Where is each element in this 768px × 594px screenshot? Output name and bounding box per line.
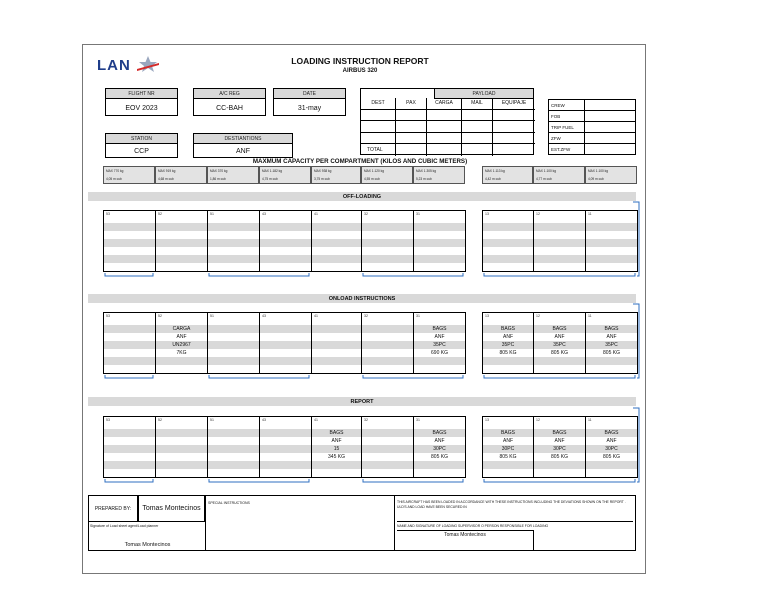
position-number: 53 <box>106 314 110 318</box>
position-number: 51 <box>210 212 214 216</box>
report-header: REPORT <box>88 397 636 406</box>
payload-cell[interactable] <box>462 121 493 133</box>
hold-bracket <box>633 408 639 482</box>
hold-bracket <box>209 479 309 482</box>
hold-bracket <box>484 479 635 482</box>
compartment-value: 345 KG <box>328 454 345 460</box>
compartment-value: 35PC <box>553 342 566 348</box>
compartment-value: BAGS <box>552 326 567 332</box>
compartment-value: ANF <box>331 438 342 444</box>
position-number: 32 <box>364 212 368 216</box>
hold-bracket <box>209 375 309 378</box>
position-number: 51 <box>210 418 214 422</box>
payload-cell[interactable] <box>427 133 462 145</box>
station-box <box>105 133 178 158</box>
prepared-by-value[interactable]: Tomas Montecinos <box>138 495 205 522</box>
star-icon <box>137 55 159 73</box>
hold-bracket <box>105 479 153 482</box>
payload-cell[interactable] <box>462 133 493 145</box>
position-number: 11 <box>588 212 592 216</box>
payload-table <box>360 88 534 155</box>
hold-bracket <box>209 273 309 276</box>
payload-col-mail: MAIL <box>462 98 493 110</box>
date-value[interactable]: 31-may <box>297 104 322 112</box>
payload-cell[interactable] <box>493 133 535 145</box>
crew-value[interactable] <box>585 100 635 111</box>
payload-cell[interactable] <box>427 144 462 156</box>
compartment-value: BAGS <box>329 430 344 436</box>
flight-nr-box <box>105 88 178 116</box>
payload-grid <box>361 98 533 154</box>
compartment-value: 15 <box>333 446 340 452</box>
prepared-by-label: PREPARED BY: <box>88 495 138 522</box>
position-number: 11 <box>588 314 592 318</box>
compartment-value: CARGA <box>172 326 191 332</box>
capacity-cell-53 <box>103 166 155 184</box>
compartment-value: ANF <box>434 438 445 444</box>
capacity-kg: MAX 370 kg <box>210 169 228 173</box>
report-grid <box>103 416 637 478</box>
compartment-value: ANF <box>503 334 513 340</box>
payload-col-dest: DEST <box>361 98 396 110</box>
page-title: LOADING INSTRUCTION REPORT <box>291 56 429 66</box>
compartment-value: 30PC <box>433 446 446 452</box>
crew-label-zfw: ZFW <box>549 133 585 144</box>
payload-cell[interactable] <box>427 110 462 122</box>
capacity-cell-43 <box>259 166 311 184</box>
position-number: 41 <box>314 418 318 422</box>
position-number: 31 <box>416 314 420 318</box>
compartment-value: 805 KG <box>499 350 517 356</box>
hold-bracket-lines <box>103 416 643 488</box>
crew-table <box>548 99 636 155</box>
position-number: 12 <box>536 418 540 422</box>
hold-bracket <box>633 202 639 276</box>
capacity-cell-51 <box>207 166 259 184</box>
crew-label-fob: FOB <box>549 111 585 122</box>
compartment-value: BAGS <box>501 326 515 332</box>
capacity-kg: MAX 1.182 kg <box>262 169 283 173</box>
payload-cell[interactable] <box>462 110 493 122</box>
compartment-value: BAGS <box>432 430 447 436</box>
compartment-value: 805 KG <box>551 350 568 356</box>
compartment-value: 30PC <box>553 446 566 452</box>
payload-cell[interactable] <box>493 121 535 133</box>
capacity-m3: 4,09 m cub <box>588 177 604 181</box>
loading-statement: THIS AIRCRAFT HAS BEEN LOADED IN ACCORDANCE WITH THESE INSTRUCTIONS INCLUDING THE DEVIATIONS SHOWN ON THE REPORT . ULD'S AND LOAD HAVE BEEN SECURED IN <box>397 500 626 509</box>
destinations-box <box>193 133 293 158</box>
destination-value[interactable]: ANF <box>236 148 250 155</box>
capacity-cell-32 <box>361 166 413 184</box>
compartment-value: BAGS <box>604 430 619 436</box>
capacity-kg: MAX 1.100 kg <box>536 169 557 173</box>
onload-grid <box>103 312 637 374</box>
hold-bracket-lines <box>103 312 643 384</box>
position-number: 43 <box>262 418 266 422</box>
hold-bracket <box>105 375 153 378</box>
payload-cell[interactable] <box>361 121 396 133</box>
compartment-value: 35PC <box>501 342 515 348</box>
position-number: 31 <box>416 212 420 216</box>
position-number: 13 <box>485 314 489 318</box>
ac-reg-box <box>193 88 266 116</box>
compartment-value: 805 KG <box>551 454 568 460</box>
payload-col-pax: PAX <box>396 98 427 110</box>
compartment-value: 805 KG <box>431 454 448 460</box>
position-number: 43 <box>262 314 266 318</box>
hold-bracket <box>363 375 463 378</box>
offloading-header: OFF-LOADING <box>88 192 636 201</box>
date-box <box>273 88 346 116</box>
crew-value[interactable] <box>585 122 635 133</box>
compartment-value: ANF <box>606 438 617 444</box>
compartment-value: ANF <box>434 334 445 340</box>
hold-bracket <box>484 375 635 378</box>
crew-value[interactable] <box>585 111 635 122</box>
position-number: 52 <box>158 418 162 422</box>
capacity-kg: MAX 1.113 kg <box>485 169 505 173</box>
capacity-cell-41 <box>311 166 361 184</box>
capacity-cell-12 <box>533 166 585 184</box>
payload-col-carga: CARGA <box>427 98 462 110</box>
position-number: 53 <box>106 418 110 422</box>
payload-col-equipaje: EQUIPAJE <box>493 98 535 110</box>
capacity-m3: 3,75 m cub <box>314 177 330 181</box>
capacity-m3: 4,55 m cub <box>364 177 380 181</box>
crew-label-est-zfw: EST.ZFW <box>549 144 585 155</box>
date-label: DATE <box>274 89 345 99</box>
compartment-value: ANF <box>606 334 617 340</box>
ac-reg-label: A/C REG <box>194 89 265 99</box>
crew-label-crew: CREW <box>549 100 585 111</box>
compartment-value: 7KG <box>176 350 187 356</box>
signature-label: Signature of Load sheet agent/Load planner <box>90 524 159 528</box>
capacity-m3: 4,05 m cub <box>106 177 122 181</box>
flight-nr-value[interactable]: EOV 2023 <box>125 104 158 112</box>
hold-bracket <box>363 479 463 482</box>
onload-header: ONLOAD INSTRUCTIONS <box>88 294 636 303</box>
position-number: 13 <box>485 418 489 422</box>
payload-cell[interactable] <box>396 133 427 145</box>
capacity-row <box>103 166 637 184</box>
position-number: 43 <box>262 212 266 216</box>
hold-bracket <box>633 304 639 378</box>
ac-reg-value[interactable]: CC-BAH <box>216 104 243 112</box>
position-number: 52 <box>158 212 162 216</box>
capacity-cell-11 <box>585 166 637 184</box>
station-label: STATION <box>106 134 177 144</box>
position-number: 12 <box>536 212 540 216</box>
crew-label-trip-fuel: TRIP FUEL <box>549 122 585 133</box>
compartment-value: BAGS <box>432 326 447 332</box>
compartment-value: 35PC <box>605 342 618 348</box>
station-value[interactable]: CCP <box>134 148 149 155</box>
position-number: 53 <box>106 212 110 216</box>
capacity-title: MAXMUM CAPACITY PER COMPARTMENT (KILOS AND CUBIC METERS) <box>252 158 468 165</box>
payload-cell[interactable] <box>493 110 535 122</box>
capacity-m3: 4,75 m cub <box>262 177 278 181</box>
compartment-value: ANF <box>554 438 565 444</box>
capacity-cell-13 <box>482 166 533 184</box>
supervisor-label: NAME AND SIGNATURE OF LOADING SUPERVISOR O PERSON RESPONSIBLE FOR LOADING <box>397 521 633 528</box>
capacity-kg: MAX 1.120 kg <box>364 169 385 173</box>
position-number: 12 <box>536 314 540 318</box>
position-number: 13 <box>485 212 489 216</box>
capacity-m3: 5,23 m cub <box>416 177 432 181</box>
compartment-value: 35PC <box>433 342 446 348</box>
payload-cell[interactable] <box>493 144 535 156</box>
compartment-value: 690 KG <box>431 350 448 356</box>
capacity-m3: 4,42 m cub <box>485 177 501 181</box>
capacity-m3: 1,86 m cub <box>210 177 226 181</box>
position-number: 52 <box>158 314 162 318</box>
payload-total-label: TOTAL <box>361 144 396 156</box>
payload-cell[interactable] <box>361 133 396 145</box>
compartment-value: 805 KG <box>603 454 620 460</box>
compartment-value: 30PC <box>605 446 618 452</box>
crew-value[interactable] <box>585 133 635 144</box>
compartment-value: ANF <box>554 334 565 340</box>
position-number: 51 <box>210 314 214 318</box>
payload-cell[interactable] <box>427 121 462 133</box>
compartment-value: 805 KG <box>603 350 620 356</box>
position-number: 31 <box>416 418 420 422</box>
payload-cell[interactable] <box>396 144 427 156</box>
capacity-m3: 4,77 m cub <box>536 177 552 181</box>
compartment-value: ANF <box>503 438 513 444</box>
destinations-label: DESTIANTIONS <box>194 134 292 144</box>
hold-bracket <box>484 273 635 276</box>
signature-name[interactable]: Tomas Montecinos <box>124 542 171 548</box>
offloading-grid <box>103 210 637 272</box>
position-number: 32 <box>364 418 368 422</box>
capacity-kg: MAX 1.100 kg <box>588 169 609 173</box>
payload-cell[interactable] <box>396 121 427 133</box>
aircraft-type: AIRBUS 320 <box>342 68 378 74</box>
position-number: 11 <box>588 418 592 422</box>
position-number: 32 <box>364 314 368 318</box>
compartment-value: ANF <box>176 334 187 340</box>
capacity-cell-31 <box>413 166 465 184</box>
position-number: 41 <box>314 212 318 216</box>
hold-bracket <box>105 273 153 276</box>
capacity-kg: MAX 770 kg <box>106 169 124 173</box>
compartment-value: BAGS <box>552 430 567 436</box>
capacity-kg: MAX 938 kg <box>314 169 332 173</box>
position-number: 41 <box>314 314 318 318</box>
special-instructions[interactable] <box>205 495 395 551</box>
compartment-value: BAGS <box>501 430 515 436</box>
payload-cell[interactable] <box>396 110 427 122</box>
hold-bracket <box>363 273 463 276</box>
capacity-kg: MAX 919 kg <box>158 169 176 173</box>
capacity-m3: 4,68 m cub <box>158 177 174 181</box>
payload-cell[interactable] <box>462 144 493 156</box>
logo-text: LAN <box>97 57 131 74</box>
capacity-cell-52 <box>155 166 207 184</box>
payload-title: PAYLOAD <box>434 89 533 99</box>
compartment-value: 805 KG <box>499 454 517 460</box>
compartment-value: UN2967 <box>172 342 191 348</box>
compartment-value: 30PC <box>501 446 515 452</box>
payload-cell[interactable] <box>361 110 396 122</box>
supervisor-name[interactable]: Tomas Montecinos <box>397 530 534 551</box>
special-instructions-label: SPECIAL INSTRUCTIONS <box>208 501 250 505</box>
flight-nr-label: FLIGHT NR <box>106 89 177 99</box>
crew-value[interactable] <box>585 144 635 155</box>
capacity-kg: MAX 1.305 kg <box>416 169 437 173</box>
compartment-value: BAGS <box>604 326 619 332</box>
lan-logo <box>97 55 167 75</box>
hold-bracket-lines <box>103 210 643 282</box>
